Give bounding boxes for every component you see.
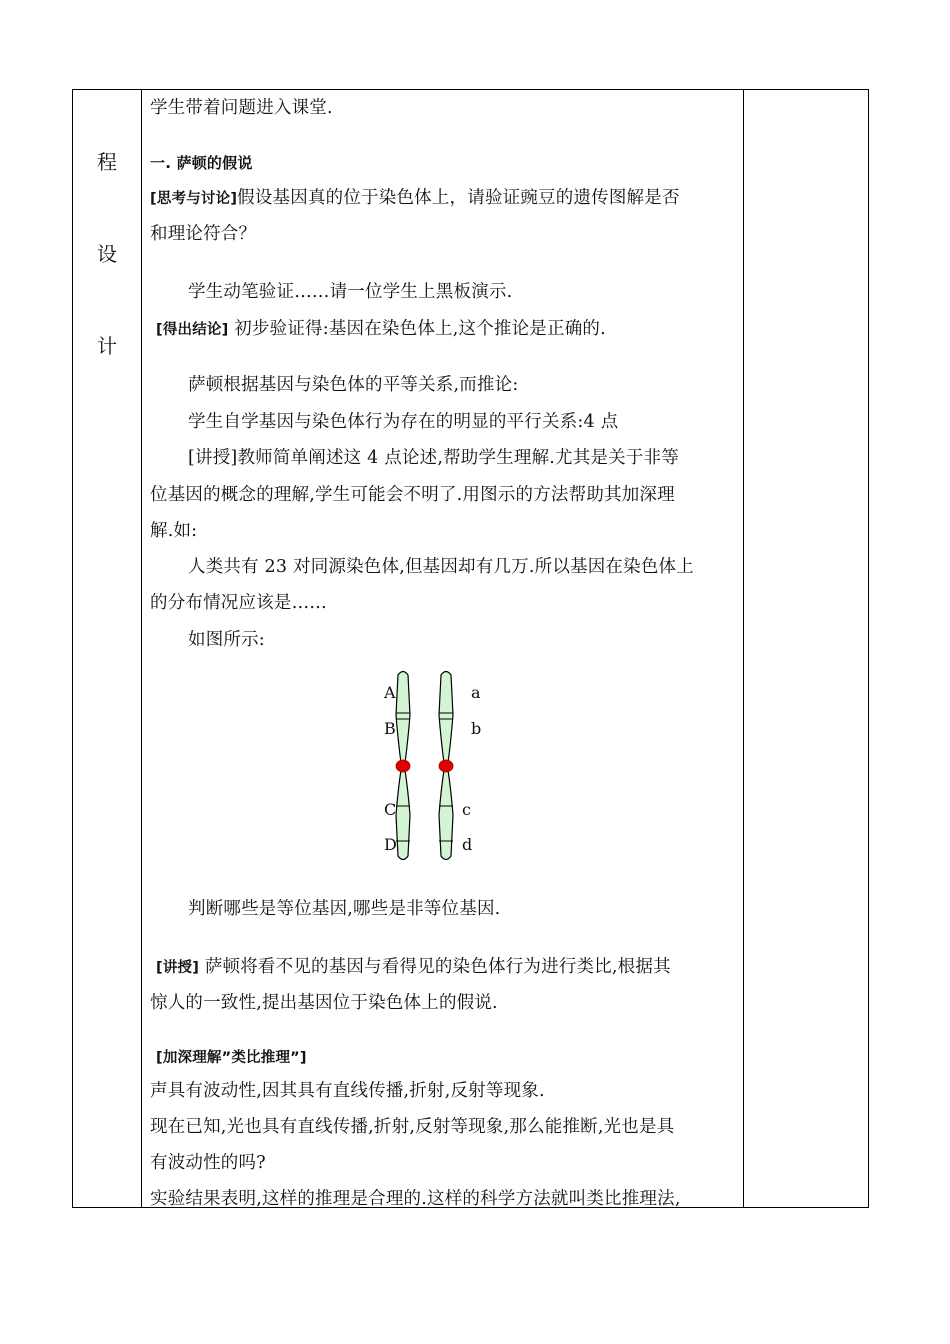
chromosome-upper-arm xyxy=(396,672,410,764)
lecture-tag: [讲授] xyxy=(156,960,200,976)
gene-label-C: C xyxy=(384,800,397,819)
gene-label-a: a xyxy=(471,683,481,702)
side-label-char: 计 xyxy=(97,334,117,358)
text-line: 声具有波动性,因其具有直线传播,折射,反射等现象. xyxy=(150,1081,545,1101)
text-line: 和理论符合？ xyxy=(150,224,257,244)
text-line: 惊人的一致性,提出基因位于染色体上的假说. xyxy=(150,993,498,1013)
centromere xyxy=(396,760,410,772)
gene-label-c: c xyxy=(462,800,471,819)
text-line: 的分布情况应该是…… xyxy=(150,593,327,613)
text-line: 位基因的概念的理解,学生可能会不明了.用图示的方法帮助其加深理 xyxy=(150,485,675,505)
gene-label-B: B xyxy=(384,719,396,738)
text-line: 学生动笔验证……请一位学生上黑板演示. xyxy=(188,282,513,302)
text-line xyxy=(156,953,671,978)
centromere xyxy=(439,760,453,772)
chromosome-lower-arm xyxy=(439,770,453,860)
conclusion-text: 初步验证得:基因在染色体上,这个推论是正确的. xyxy=(228,319,606,339)
gene-label-b: b xyxy=(471,719,482,738)
text-line: 如图所示: xyxy=(188,630,265,650)
side-label-char: 设 xyxy=(97,242,117,266)
column-divider xyxy=(141,90,142,1207)
text-line: 学生带着问题进入课堂. xyxy=(150,98,333,118)
lecture-text: 萨顿将看不见的基因与看得见的染色体行为进行类比,根据其 xyxy=(199,957,671,977)
chromosome-diagram xyxy=(300,665,482,865)
text-line xyxy=(150,184,680,209)
chromosome-lower-arm xyxy=(396,770,410,860)
text-line: [讲授]教师简单阐述这 4 点论述,帮助学生理解.尤其是关于非等 xyxy=(188,448,679,468)
side-label-char: 程 xyxy=(97,150,117,174)
text-line xyxy=(156,315,606,340)
text-line: 人类共有 23 对同源染色体,但基因却有几万.所以基因在染色体上 xyxy=(188,557,694,577)
think-tag: [思考与讨论] xyxy=(150,191,238,207)
text-line: 判断哪些是等位基因,哪些是非等位基因. xyxy=(188,899,501,919)
think-text: 假设基因真的位于染色体上，请验证豌豆的遗传图解是否 xyxy=(237,188,680,208)
conclusion-tag: [得出结论] xyxy=(156,322,229,338)
text-line: 萨顿根据基因与染色体的平等关系,而推论: xyxy=(188,375,519,395)
lesson-table xyxy=(72,89,869,1208)
right-chromosome xyxy=(439,672,453,860)
left-chromosome xyxy=(396,672,410,860)
text-line: 解.如: xyxy=(150,521,198,541)
chromosome-upper-arm xyxy=(439,672,453,764)
text-line: 有波动性的吗? xyxy=(150,1153,266,1173)
gene-label-A: A xyxy=(384,683,396,702)
gene-label-D: D xyxy=(384,835,397,854)
section-heading: [加深理解”类比推理”] xyxy=(156,1050,307,1066)
text-line: 学生自学基因与染色体行为存在的明显的平行关系:4 点 xyxy=(188,412,619,432)
column-divider xyxy=(743,90,744,1207)
gene-label-d: d xyxy=(462,835,473,854)
text-line: 实验结果表明,这样的推理是合理的.这样的科学方法就叫类比推理法, xyxy=(150,1189,681,1209)
text-line: 现在已知,光也具有直线传播,折射,反射等现象,那么能推断,光也是具 xyxy=(150,1117,675,1137)
section-heading: 一. 萨顿的假说 xyxy=(150,154,253,172)
